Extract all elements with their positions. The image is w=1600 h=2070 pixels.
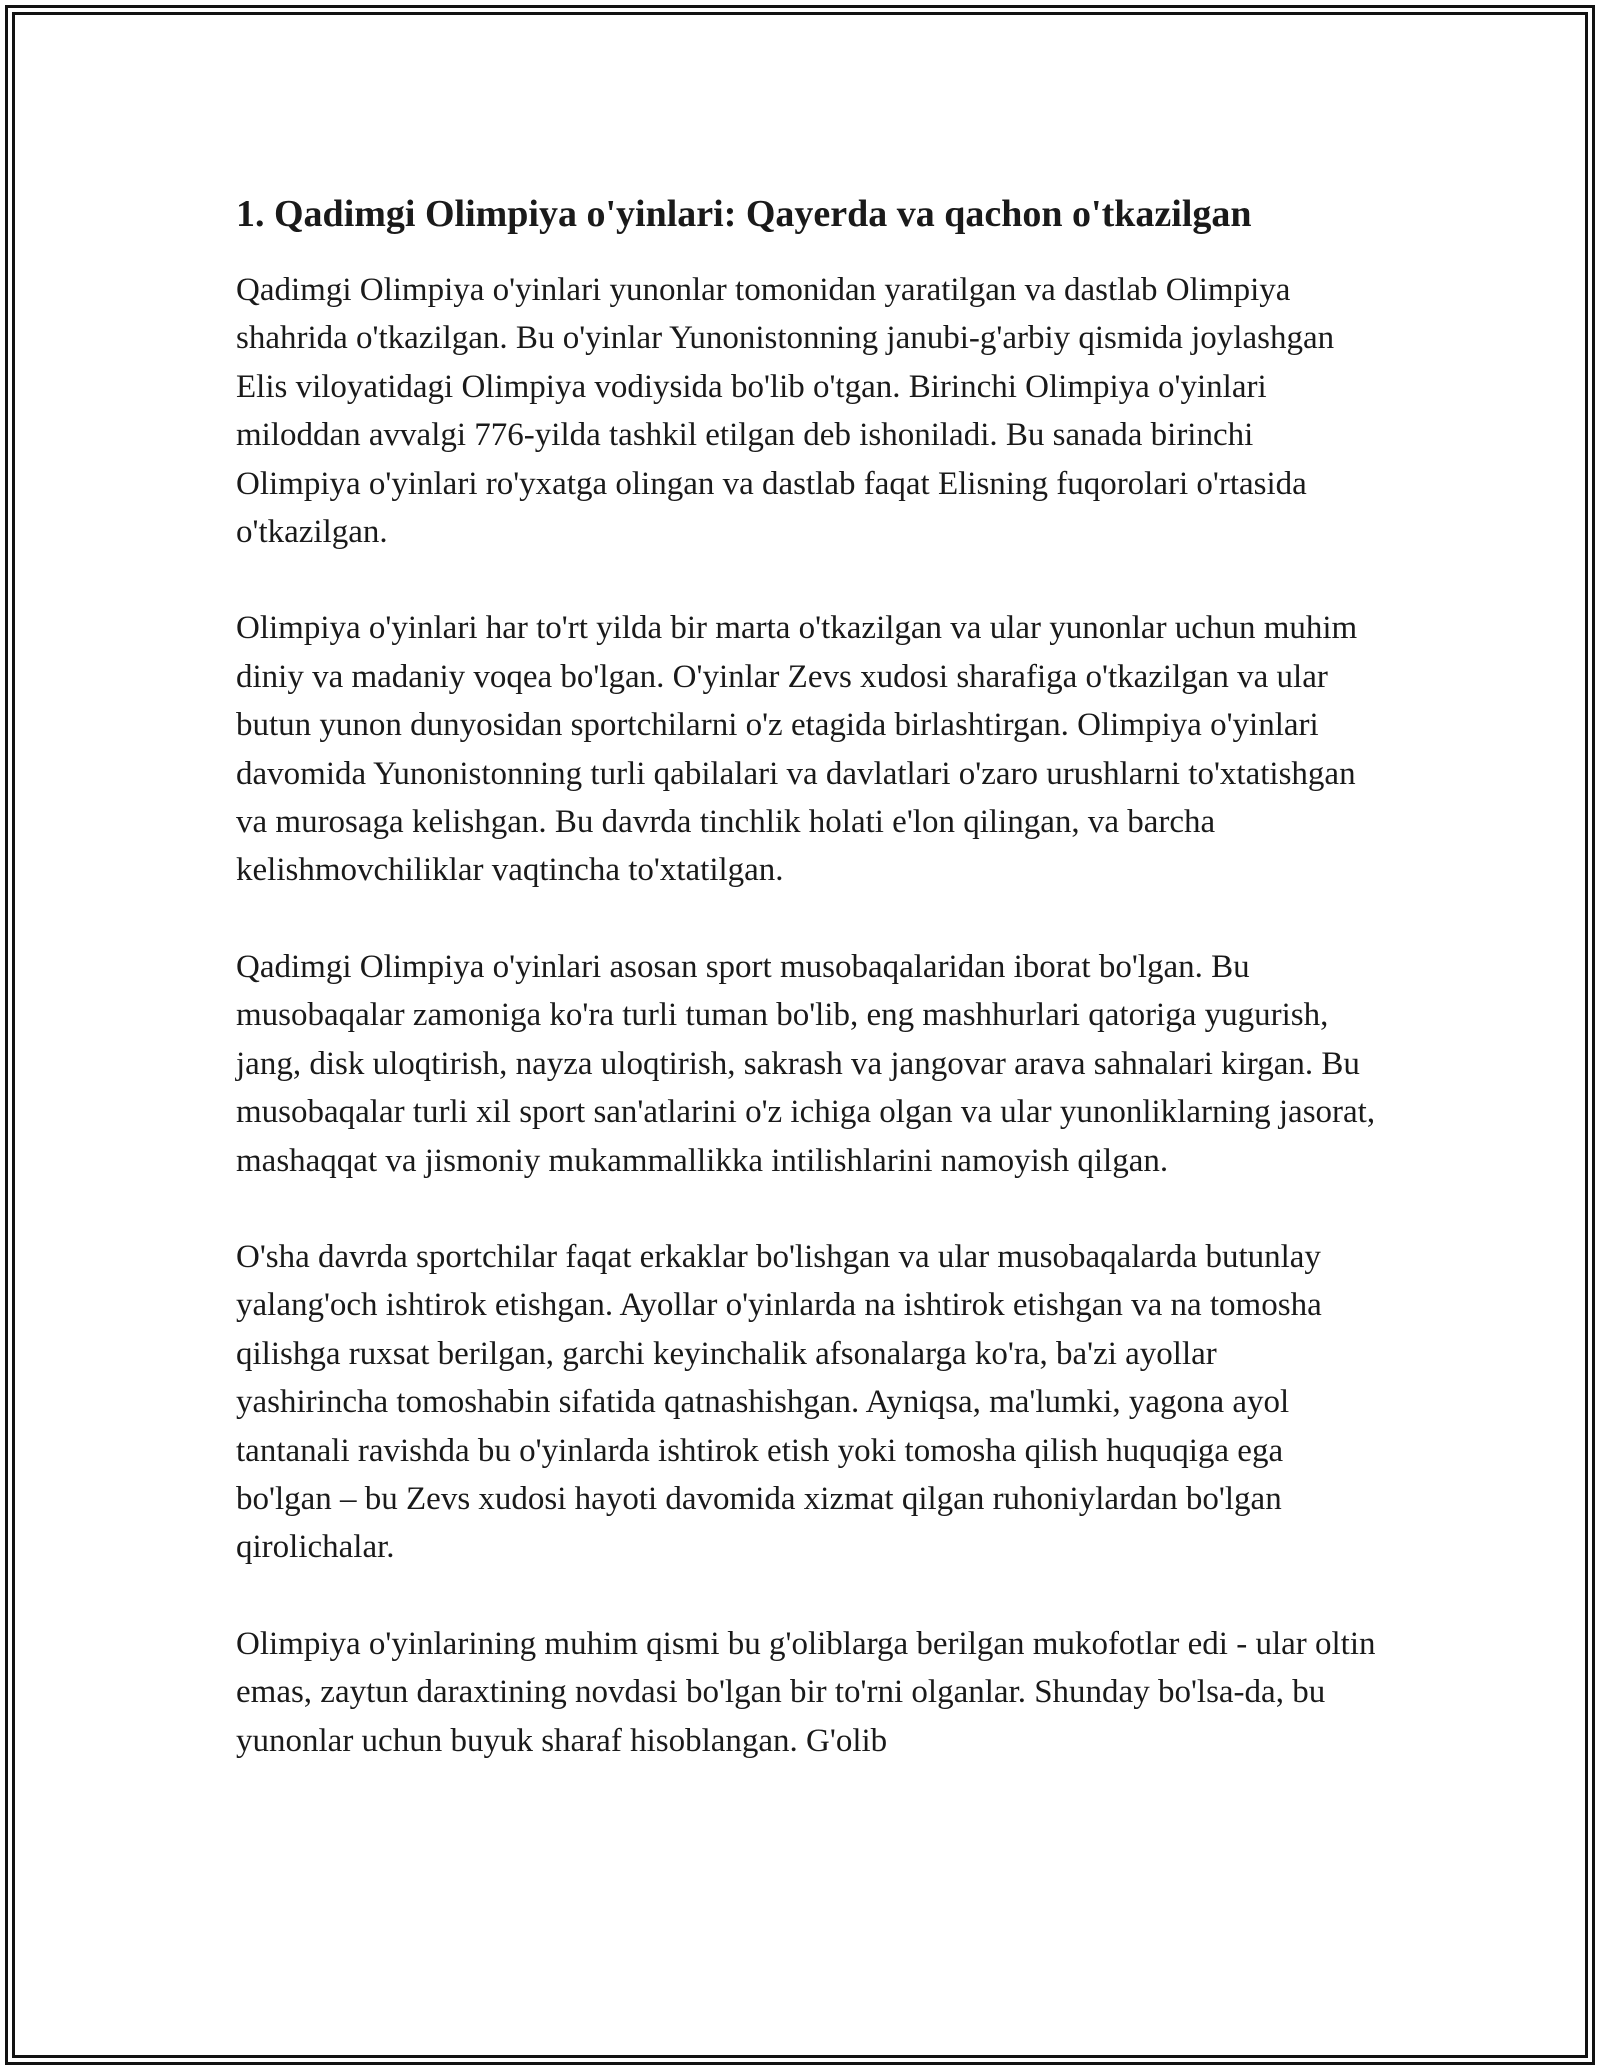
- paragraph-3: Qadimgi Olimpiya o'yinlari asosan sport musobaqalaridan iborat bo'lgan. Bu musobaqalar zamoniga ko'ra turli tuman bo'lib, eng mashhurlari qatoriga yugurish, jang, disk uloqtirish, nayza uloqtirish, sakrash va jangovar arava sahnalari kirgan. Bu musobaqalar turli xil sport san'atlarini o'z ichiga olgan va ular yunonliklarning jasorat, mashaqqat va jismoniy mukammallikka intilishlarini namoyish qilgan.: [236, 948, 1376, 1179]
- section-title: 1. Qadimgi Olimpiya o'yinlari: Qayerda va qachon o'tkazilgan: [236, 193, 1252, 235]
- paragraph-2: Olimpiya o'yinlari har to'rt yilda bir marta o'tkazilgan va ular yunonlar uchun muhim diniy va madaniy voqea bo'lgan. O'yinlar Zevs xudosi sharafiga o'tkazilgan va ular butun yunon dunyosidan sportchilarni o'z etagida birlashtirgan. Olimpiya o'yinlari davomida Yunonistonning turli qabilalari va davlatlari o'zaro urushlarni to'xtatishgan va murosaga kelishgan. Bu davrda tinchlik holati e'lon qilingan, va barcha kelishmovchiliklar vaqtincha to'xtatilgan.: [236, 610, 1358, 889]
- document-body: [236, 188, 1376, 1813]
- paragraph-5: Olimpiya o'yinlarining muhim qismi bu g'oliblarga berilgan mukofotlar edi - ular oltin emas, zaytun daraxtining novdasi bo'lgan bir to'rni olganlar. Shunday bo'lsa-da, bu yunonlar uchun buyuk sharaf hisoblangan. G'olib: [236, 1625, 1376, 1759]
- paragraph-4: O'sha davrda sportchilar faqat erkaklar bo'lishgan va ular musobaqalarda butunlay yalang'och ishtirok etishgan. Ayollar o'yinlarda na ishtirok etishgan va na tomosha qilishga ruxsat berilgan, garchi keyinchalik afsonalarga ko'ra, ba'zi ayollar yashirincha tomoshabin sifatida qatnashishgan. Ayniqsa, ma'lumki, yagona ayol tantanali ravishda bu o'yinlarda ishtirok etish yoki tomosha qilish huquqiga ega bo'lgan – bu Zevs xudosi hayoti davomida xizmat qilgan ruhoniylardan bo'lgan qirolichalar.: [236, 1238, 1322, 1566]
- paragraph-1: Qadimgi Olimpiya o'yinlari yunonlar tomonidan yaratilgan va dastlab Olimpiya shahrida o'tkazilgan. Bu o'yinlar Yunonistonning janubi-g'arbiy qismida joylashgan Elis viloyatidagi Olimpiya vodiysida bo'lib o'tgan. Birinchi Olimpiya o'yinlari miloddan avvalgi 776-yilda tashkil etilgan deb ishoniladi. Bu sanada birinchi Olimpiya o'yinlari ro'yxatga olingan va dastlab faqat Elisning fuqorolari o'rtasida o'tkazilgan.: [236, 272, 1335, 551]
